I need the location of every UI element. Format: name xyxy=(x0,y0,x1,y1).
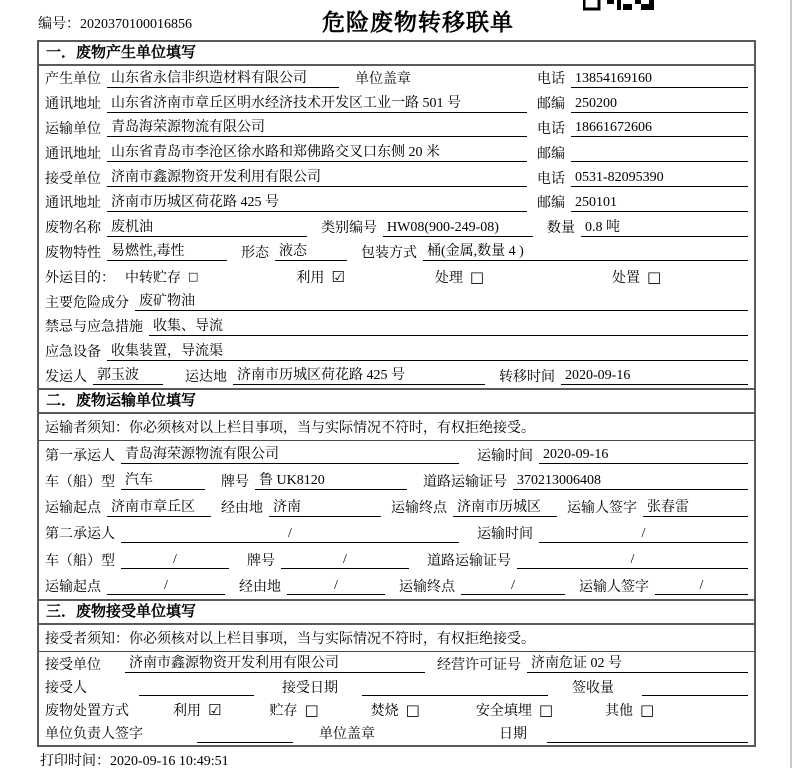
phone-label: 电话 xyxy=(537,121,565,137)
receiver-row xyxy=(39,165,754,190)
transport-time-label: 运输时间 xyxy=(477,448,533,464)
transporter-value: 青岛海荣源物流有限公司 xyxy=(107,118,527,137)
origin-label: 运输起点 xyxy=(45,501,101,517)
endpoint-value: 济南市历城区 xyxy=(453,498,557,517)
producer-zip-value: 250200 xyxy=(571,94,748,113)
producer-address-row xyxy=(39,91,754,116)
receiver-label: 接受单位 xyxy=(45,171,101,187)
disposal-option-incinerate xyxy=(371,700,420,720)
checkbox-treat: □ xyxy=(469,267,485,286)
print-time-value: 2020-09-16 10:49:51 xyxy=(110,754,229,768)
carrier-sign-value: 张春雷 xyxy=(643,498,748,517)
receiver-address-value: 济南市历城区荷花路 425 号 xyxy=(107,193,527,212)
waste-characteristics-row xyxy=(39,240,754,265)
route1-row xyxy=(39,494,754,520)
checkbox-disposal-landfill: □ xyxy=(538,701,554,720)
section3-body xyxy=(39,625,754,745)
transport-time-value: 2020-09-16 xyxy=(539,445,748,464)
transfer-time-label: 转移时间 xyxy=(499,369,555,385)
unit-seal-label: 单位盖章 xyxy=(355,72,411,88)
characteristics-label: 废物特性 xyxy=(45,245,101,261)
form-label: 形态 xyxy=(241,245,269,261)
destination-label: 运达地 xyxy=(185,369,227,385)
second-carrier-row xyxy=(39,520,754,546)
disposal-option-other xyxy=(605,700,654,720)
transporter-address-row xyxy=(39,140,754,165)
acceptor-value xyxy=(139,677,254,696)
phone-label: 电话 xyxy=(537,72,565,88)
equipment-value: 收集装置，导流渠 xyxy=(107,342,748,361)
page-right-edge xyxy=(790,0,792,768)
purpose-option-transfer-storage xyxy=(125,267,198,287)
zip-label: 邮编 xyxy=(537,196,565,212)
plate-label: 牌号 xyxy=(221,474,249,490)
carrier-sign-label: 运输人签字 xyxy=(579,579,649,595)
endpoint-label: 运输终点 xyxy=(399,579,455,595)
disposal-option-utilize xyxy=(173,700,221,720)
option-label: 其他 xyxy=(605,704,634,720)
manager-sign-label: 单位负责人签字 xyxy=(45,727,143,743)
waste-name-value: 废机油 xyxy=(107,218,307,237)
characteristics-value: 易燃性,毒性 xyxy=(107,242,227,261)
accept-date-label: 接受日期 xyxy=(282,680,338,696)
route2-row xyxy=(39,573,754,599)
permit-label: 经营许可证号 xyxy=(437,657,521,673)
vehicle-type2-value: / xyxy=(121,550,229,569)
category-value: HW08(900-249-08) xyxy=(383,218,533,237)
producer-address-value: 山东省济南市章丘区明水经济技术开发区工业一路 501 号 xyxy=(107,94,527,113)
emergency-measures-row xyxy=(39,314,754,339)
date-label: 日期 xyxy=(499,727,527,743)
checkbox-disposal-storage: □ xyxy=(304,701,319,720)
packaging-value: 桶(金属,数量 4 ) xyxy=(423,242,748,261)
zip-label: 邮编 xyxy=(537,97,565,113)
producer-phone-value: 13854169160 xyxy=(571,69,748,88)
first-carrier-label: 第一承运人 xyxy=(45,448,115,464)
option-label: 处置 xyxy=(612,270,641,286)
producer-label: 产生单位 xyxy=(45,72,101,88)
permit-value: 济南危证 02 号 xyxy=(527,654,748,673)
transporter-address-value: 山东省青岛市李沧区徐水路和郑佛路交叉口东侧 20 米 xyxy=(107,143,527,162)
accepting-unit-value: 济南市鑫源物资开发利用有限公司 xyxy=(125,654,425,673)
received-qty-label: 签收量 xyxy=(572,680,614,696)
road-license2-value: / xyxy=(517,550,748,569)
receiver-phone-value: 0531-82095390 xyxy=(571,168,748,187)
receiver-zip-value: 250101 xyxy=(571,193,748,212)
carrier-sign2-value: / xyxy=(655,576,748,595)
zip-label: 邮编 xyxy=(537,146,565,162)
section3-header: 三．废物接受单位填写 xyxy=(39,599,754,625)
checkbox-transfer-storage: □ xyxy=(188,270,199,284)
address-label: 通讯地址 xyxy=(45,146,101,162)
via-label: 经由地 xyxy=(239,579,281,595)
option-label: 焚烧 xyxy=(370,704,399,720)
origin-value: 济南市章丘区 xyxy=(107,498,211,517)
doc-title: 危险废物转移联单 xyxy=(322,9,514,35)
option-label: 安全填埋 xyxy=(475,704,532,720)
shipper-value: 郭玉波 xyxy=(93,366,163,385)
purpose-option-dispose xyxy=(612,267,661,287)
waste-name-label: 废物名称 xyxy=(45,221,101,237)
quantity-value: 0.8 吨 xyxy=(581,218,748,237)
accept-date-value xyxy=(362,677,548,696)
option-label: 贮存 xyxy=(269,704,298,720)
disposal-method-row xyxy=(39,699,754,722)
emergency-label: 禁忌与应急措施 xyxy=(45,320,143,336)
option-label: 利用 xyxy=(296,270,325,286)
checkbox-disposal-other: □ xyxy=(640,701,655,720)
transporter-label: 运输单位 xyxy=(45,121,101,137)
address-label: 通讯地址 xyxy=(45,196,101,212)
vehicle1-row xyxy=(39,468,754,494)
road-license-value: 370213006408 xyxy=(513,471,748,490)
disposal-option-storage xyxy=(269,700,318,720)
received-qty-value xyxy=(642,677,748,696)
emergency-value: 收集、导流 xyxy=(149,317,748,336)
print-time xyxy=(40,750,229,768)
plate-label: 牌号 xyxy=(247,553,275,569)
option-label: 中转贮存 xyxy=(125,270,181,286)
hazard-component-row xyxy=(39,289,754,314)
plate2-value: / xyxy=(281,550,409,569)
second-carrier-value: / xyxy=(121,524,459,543)
receiver-notice-row xyxy=(39,625,754,652)
form-value: 液态 xyxy=(275,242,347,261)
second-carrier-label: 第二承运人 xyxy=(45,527,115,543)
quantity-label: 数量 xyxy=(547,221,575,237)
transfer-time-value: 2020-09-16 xyxy=(561,366,748,385)
transporter-phone-value: 18661672606 xyxy=(571,118,748,137)
producer-value: 山东省永信非织造材料有限公司 xyxy=(107,69,339,88)
road-license-label: 道路运输证号 xyxy=(427,553,511,569)
origin2-value: / xyxy=(107,576,225,595)
accepting-unit-label: 接受单位 xyxy=(45,657,101,673)
transport-time-label: 运输时间 xyxy=(477,527,533,543)
first-carrier-row xyxy=(39,441,754,467)
transport-time2-value: / xyxy=(539,524,748,543)
manifest-table xyxy=(37,40,756,747)
checkbox-dispose: □ xyxy=(647,267,662,286)
hazard-value: 废矿物油 xyxy=(135,292,748,311)
purpose-label: 外运目的： xyxy=(45,270,115,286)
destination-value: 济南市历城区荷花路 425 号 xyxy=(233,366,485,385)
transporter-row xyxy=(39,116,754,141)
manager-signature-row xyxy=(39,722,754,745)
transporter-notice: 运输者须知：你必须核对以上栏目事项，当与实际情况不符时，有权拒绝接受。 xyxy=(45,421,535,437)
checkbox-disposal-utilize: ☑ xyxy=(208,701,222,720)
address-label: 通讯地址 xyxy=(45,97,101,113)
via-label: 经由地 xyxy=(221,501,263,517)
receiver-address-row xyxy=(39,190,754,215)
option-label: 处理 xyxy=(434,270,463,286)
vehicle-type-value: 汽车 xyxy=(121,471,205,490)
accepting-unit-row xyxy=(39,652,754,675)
first-carrier-value: 青岛海荣源物流有限公司 xyxy=(121,445,459,464)
acceptor-row xyxy=(39,675,754,698)
plate-value: 鲁 UK8120 xyxy=(255,471,407,490)
packaging-label: 包装方式 xyxy=(361,245,417,261)
section1-header: 一．废物产生单位填写 xyxy=(39,42,754,66)
vehicle-type-label: 车（船）型 xyxy=(45,474,115,490)
via-value: 济南 xyxy=(269,498,381,517)
shipper-label: 发运人 xyxy=(45,369,87,385)
vehicle-type-label: 车（船）型 xyxy=(45,553,115,569)
road-license-label: 道路运输证号 xyxy=(423,474,507,490)
receiver-value: 济南市鑫源物资开发利用有限公司 xyxy=(107,168,527,187)
acceptor-label: 接受人 xyxy=(45,680,87,696)
via2-value: / xyxy=(287,576,385,595)
checkbox-utilize: ☑ xyxy=(331,267,345,286)
vehicle2-row xyxy=(39,547,754,573)
checkbox-disposal-incinerate: □ xyxy=(405,701,420,720)
section2-header: 二．废物运输单位填写 xyxy=(39,388,754,414)
transporter-zip-value xyxy=(571,143,748,162)
waste-name-row xyxy=(39,215,754,240)
origin-label: 运输起点 xyxy=(45,579,101,595)
receiver-notice: 接受者须知：你必须核对以上栏目事项，当与实际情况不符时，有权拒绝接受。 xyxy=(45,632,535,648)
date-value xyxy=(547,724,748,743)
doc-number-value: 2020370100016856 xyxy=(80,17,192,32)
section1-body xyxy=(39,66,754,388)
endpoint2-value: / xyxy=(461,576,565,595)
shipper-row xyxy=(39,364,754,389)
hazard-label: 主要危险成分 xyxy=(45,295,129,311)
equipment-label: 应急设备 xyxy=(45,345,101,361)
producer-row xyxy=(39,66,754,91)
manager-sign-value xyxy=(197,724,293,743)
disposal-label: 废物处置方式 xyxy=(45,704,129,720)
purpose-option-treat xyxy=(435,267,484,287)
transporter-notice-row xyxy=(39,414,754,441)
endpoint-label: 运输终点 xyxy=(391,501,447,517)
disposal-option-landfill xyxy=(476,700,553,720)
category-label: 类别编号 xyxy=(321,221,377,237)
print-time-label: 打印时间： xyxy=(40,754,110,768)
emergency-equipment-row xyxy=(39,339,754,364)
purpose-option-utilize xyxy=(296,267,344,287)
unit-seal-label: 单位盖章 xyxy=(319,727,375,743)
phone-label: 电话 xyxy=(537,171,565,187)
doc-number-label: 编号： xyxy=(38,17,80,32)
option-label: 利用 xyxy=(173,704,201,720)
transfer-purpose-row xyxy=(39,264,754,289)
section2-body xyxy=(39,414,754,599)
carrier-sign-label: 运输人签字 xyxy=(567,501,637,517)
